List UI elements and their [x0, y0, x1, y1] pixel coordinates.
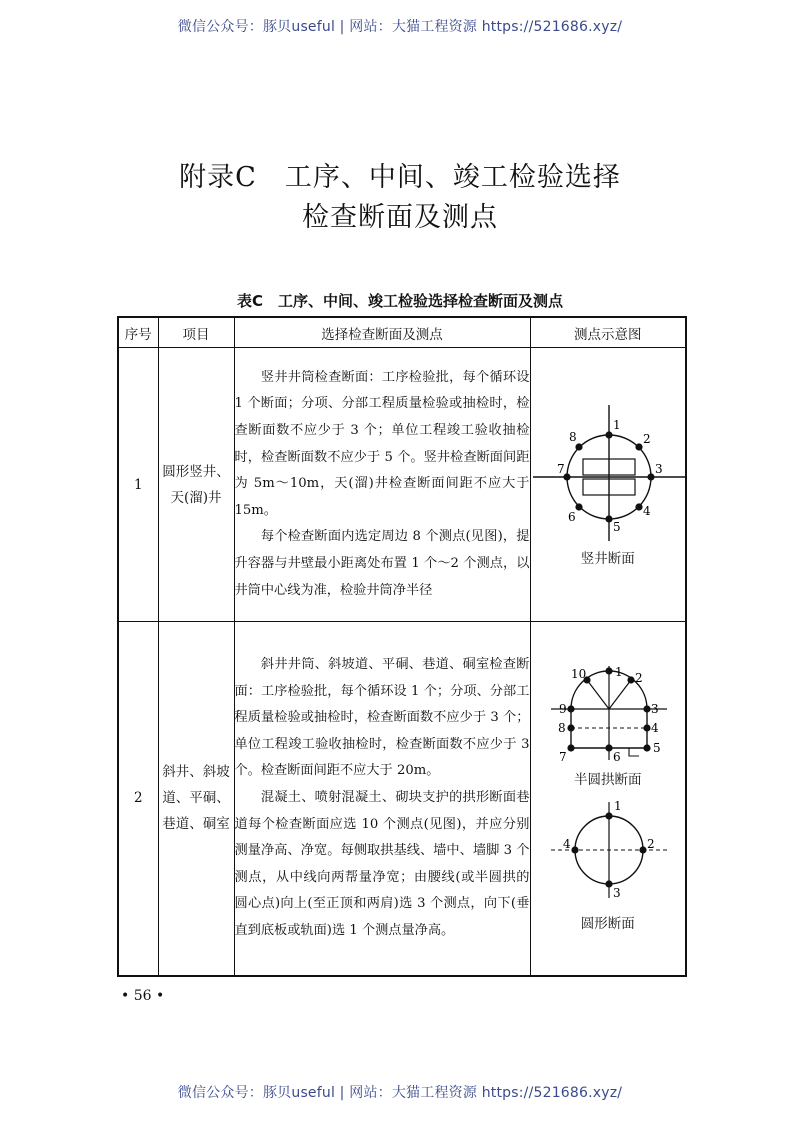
appendix-title-line1: 附录C 工序、中间、竣工检验选择: [179, 162, 621, 193]
point-label: 4: [562, 837, 571, 852]
row-number: 1: [118, 348, 158, 622]
header-description: 选择检查断面及测点: [234, 317, 530, 348]
point-label: 4: [642, 503, 651, 518]
row-diagram: [530, 348, 686, 622]
item-line: 天(溜)井: [170, 489, 222, 506]
diagram-caption: 竖井断面: [580, 550, 635, 567]
diagram-caption: 半圆拱断面: [574, 772, 642, 789]
row-description: [234, 622, 530, 976]
point-label: 10: [570, 667, 586, 682]
table-caption: 表C 工序、中间、竣工检验选择检查断面及测点: [236, 292, 563, 310]
item-line: 巷道、硐室: [162, 816, 230, 833]
point-label: 3: [654, 461, 663, 476]
description-paragraph: 每个检查断面内选定周边 8 个测点(见图)，提升容器与井壁最小距离处布置 1 个～2 个测点，以井筒中心线为准，检验井筒净半径: [234, 529, 530, 598]
watermark-bottom: 微信公众号：豚贝useful | 网站：大猫工程资源 https://521686.xyz/: [177, 1085, 623, 1101]
row-number: 2: [118, 622, 158, 976]
table-row: [118, 622, 686, 976]
row-item: [158, 622, 234, 976]
shaft-section-diagram: [531, 403, 687, 543]
point-label: 1: [614, 665, 623, 680]
point-label: 9: [558, 702, 567, 717]
point-label: 2: [646, 837, 655, 852]
point-label: 3: [650, 702, 659, 717]
item-line: 圆形竖井、: [162, 463, 230, 480]
point-label: 2: [642, 431, 651, 446]
point-label: 8: [557, 721, 566, 736]
point-label: 5: [652, 741, 661, 756]
point-label: 6: [567, 509, 576, 524]
point-label: 7: [558, 750, 567, 765]
header-item: 项目: [158, 317, 234, 348]
point-label: 2: [634, 671, 643, 686]
item-line: 斜井、斜坡: [162, 764, 230, 781]
point-label: 5: [612, 519, 621, 534]
point-label: 8: [568, 429, 577, 444]
point-label: 1: [613, 799, 622, 814]
point-label: 4: [650, 721, 659, 736]
row-item: [158, 348, 234, 622]
description-paragraph: 竖井井筒检查断面：工序检验批，每个循环设 1 个断面；分项、分部工程质量检验或抽检时，检查断面数不应少于 3 个；单位工程竣工验收抽检时，检查断面数不应少于 5 个。竖井检查断面间距为 5m～10m，天(溜)井检查断面间距不应大于 15m。: [234, 369, 530, 518]
description-paragraph: 混凝土、喷射混凝土、砌块支护的拱形断面巷道每个检查断面应选 10 个测点(见图)，并应分别测量净高、净宽。每侧取拱基线、墙中、墙脚 3 个测点，从中线向两帮量净宽；由腰线(或半圆拱的圆心点)向上(至正顶和两肩)选 3 个测点，向下(垂直到底板或轨面)选 1 个测点量净高。: [234, 789, 530, 938]
description-paragraph: 斜井井筒、斜坡道、平硐、巷道、硐室检查断面：工序检验批，每个循环设 1 个；分项、分部工程质量检验或抽检时，检查断面数不应少于 3 个；单位工程竣工验收抽检时，检查断面数不应少于 3 个。检查断面间距不应大于 20m。: [234, 656, 530, 779]
table-row: [118, 348, 686, 622]
point-label: 7: [556, 461, 565, 476]
circular-section-diagram: [531, 798, 687, 908]
diagram-caption: 圆形断面: [580, 916, 635, 933]
row-description: [234, 348, 530, 622]
item-line: 道、平硐、: [162, 790, 230, 807]
semicircle-arch-diagram: [531, 664, 687, 764]
watermark-top: 微信公众号：豚贝useful | 网站：大猫工程资源 https://521686.xyz/: [177, 19, 623, 35]
point-label: 1: [612, 417, 621, 432]
page-number: • 56 •: [121, 988, 165, 1004]
header-diagram: 测点示意图: [530, 317, 686, 348]
header-no: 序号: [118, 317, 158, 348]
point-label: 3: [612, 886, 621, 901]
appendix-title-line2: 检查断面及测点: [302, 202, 498, 233]
row-diagram: [530, 622, 686, 976]
point-label: 6: [612, 750, 621, 765]
inspection-table: [117, 316, 687, 977]
table-header-row: [118, 317, 686, 348]
